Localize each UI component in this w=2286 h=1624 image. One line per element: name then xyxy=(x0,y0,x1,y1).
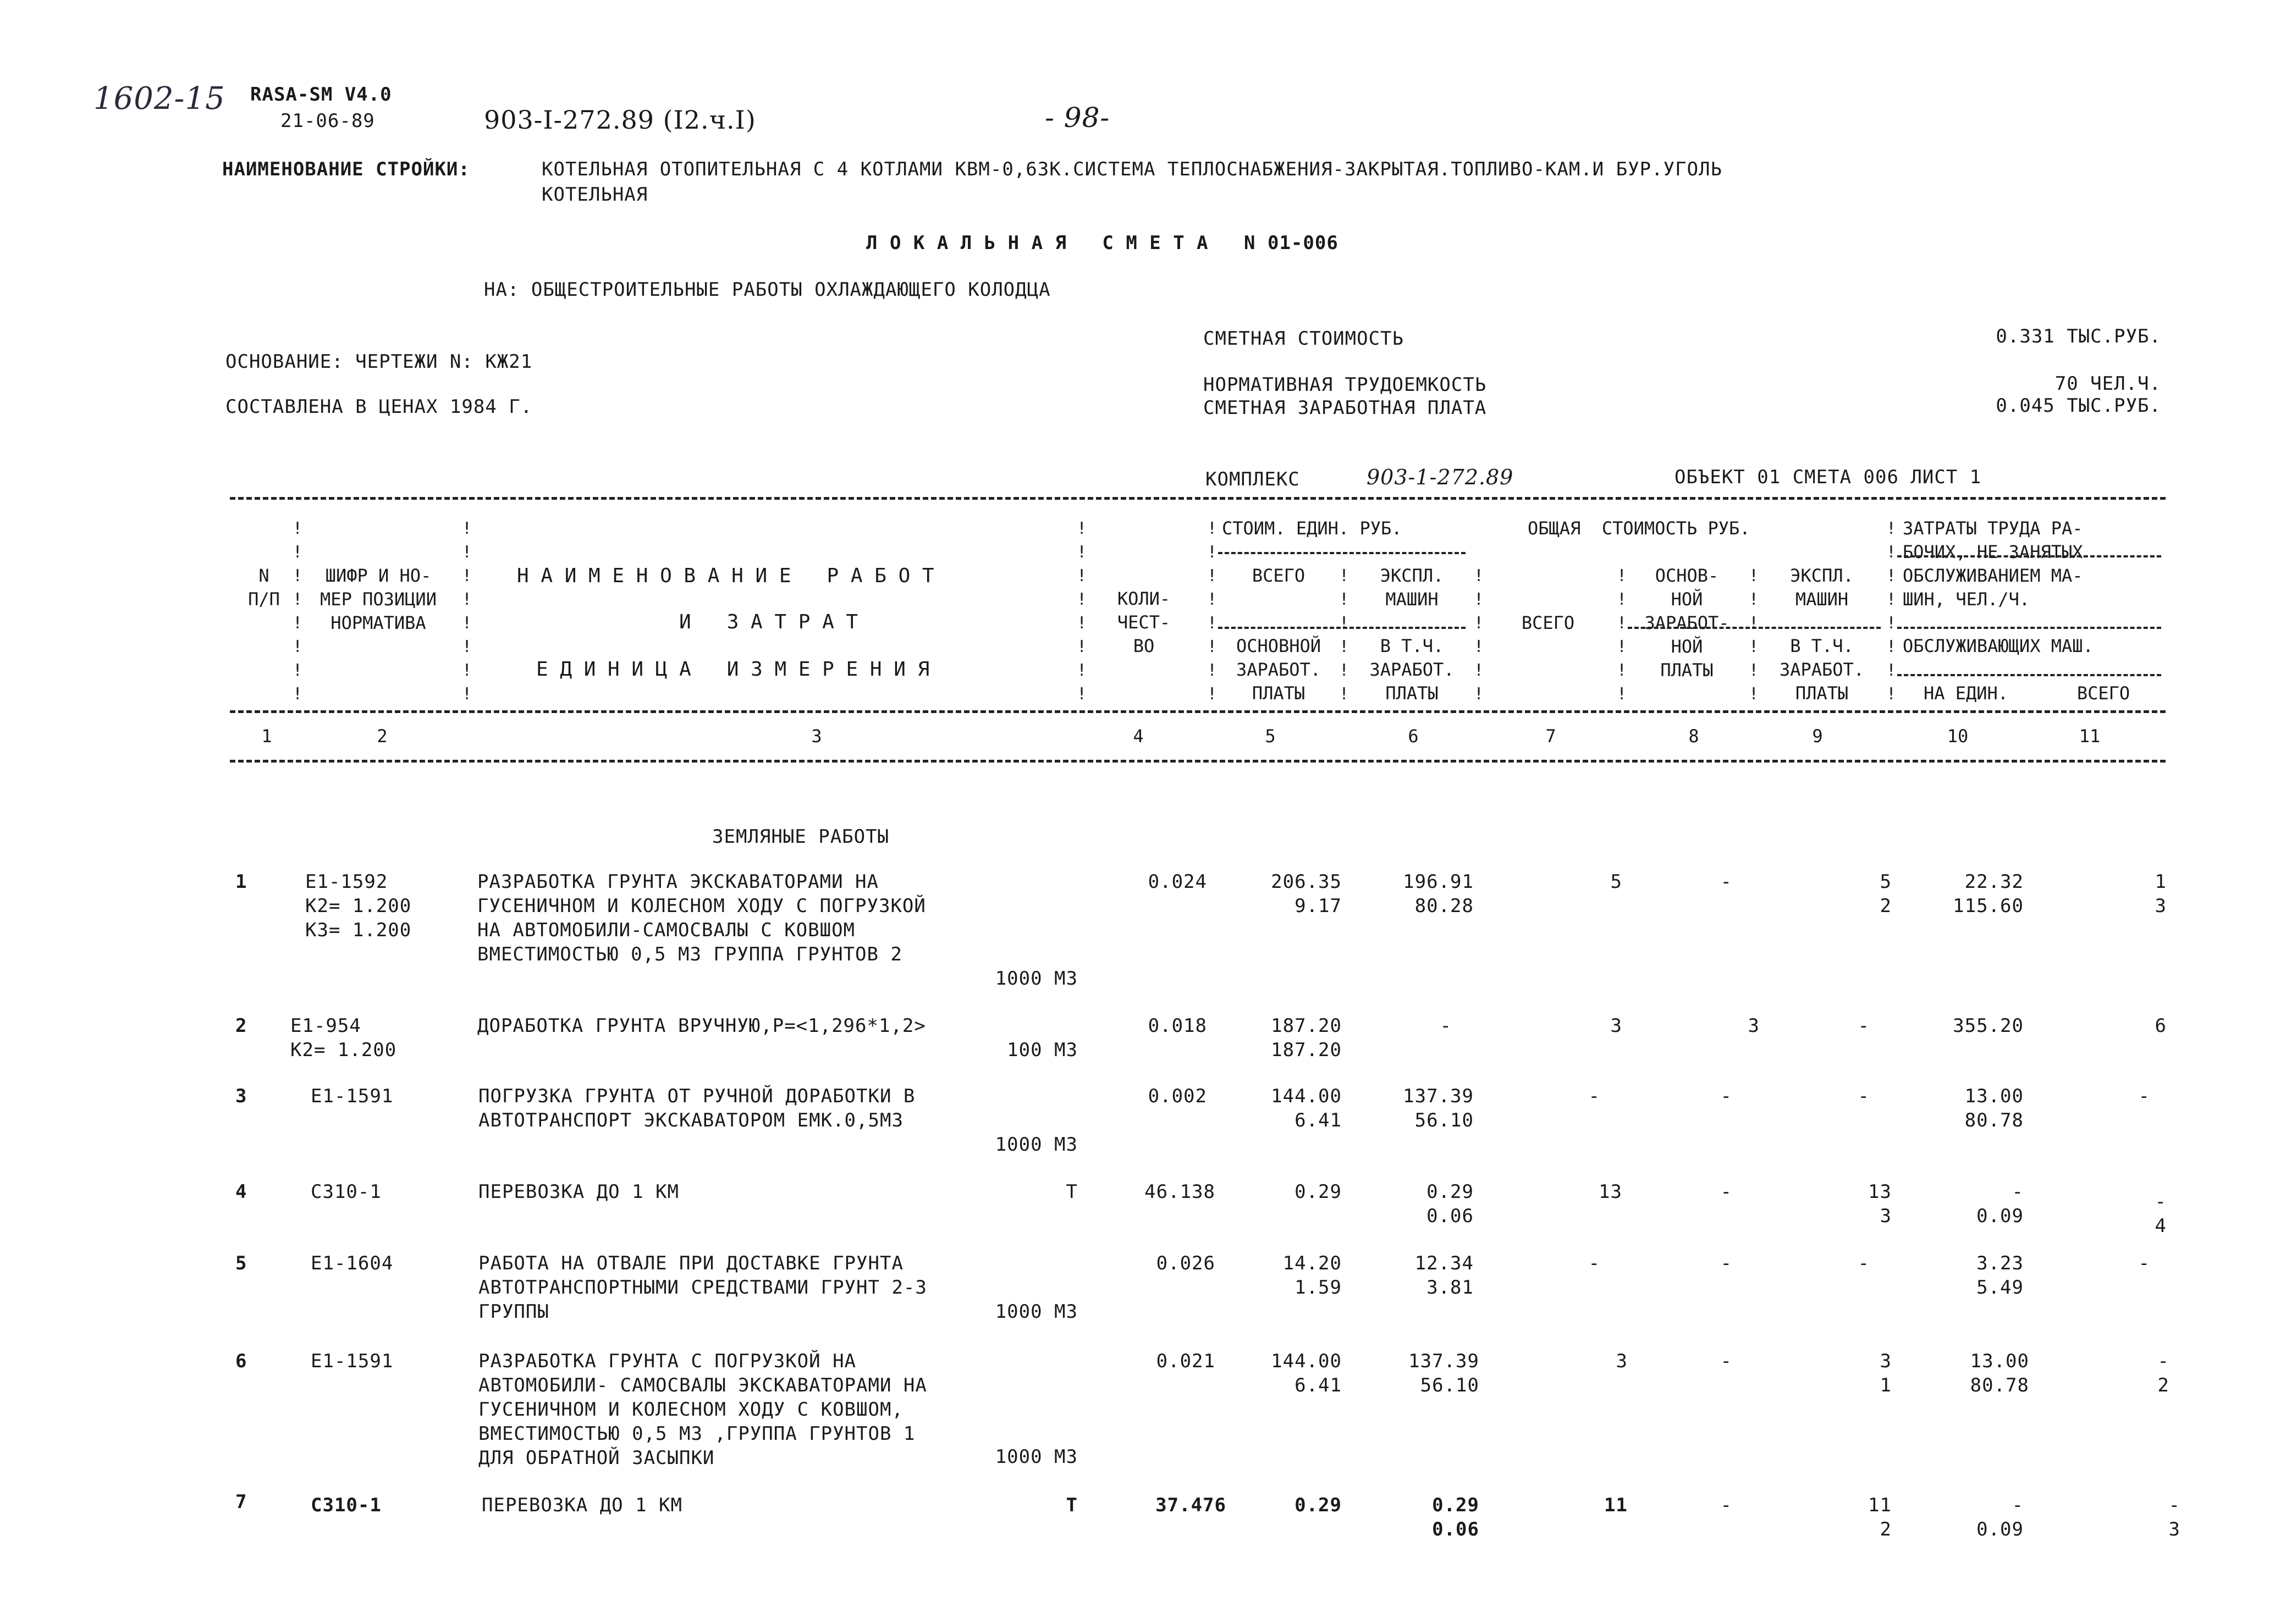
col-number: 1 xyxy=(261,726,272,747)
row-number: 7 xyxy=(235,1491,247,1513)
row-qty: 0.002 xyxy=(1148,1085,1207,1107)
header-top-rule xyxy=(230,497,2166,500)
col-number: 7 xyxy=(1545,726,1556,747)
row-total-wage: - xyxy=(1720,1494,1732,1516)
col-sep: ! ! ! ! ! ! ! ! xyxy=(1207,519,1218,704)
row-total: 5 xyxy=(1610,871,1622,893)
row-total: 13 xyxy=(1599,1181,1622,1203)
col-sep: ! ! ! ! ! ! xyxy=(1617,566,1627,704)
object-sheet: ОБЪЕКТ 01 СМЕТА 006 ЛИСТ 1 xyxy=(1674,466,1982,488)
col-sep: ! ! ! ! ! ! ! ! xyxy=(293,519,303,704)
row-code: С310-1 xyxy=(311,1181,382,1203)
row-qty: 0.021 xyxy=(1156,1350,1215,1372)
col-number: 4 xyxy=(1133,726,1144,747)
col1-header: N П/П xyxy=(248,565,280,610)
summary-wage-label: СМЕТНАЯ ЗАРАБОТНАЯ ПЛАТА xyxy=(1203,397,1487,419)
row-unit-machine: 0.29 0.06 xyxy=(1426,1181,1474,1227)
total-cost-group: ОБЩАЯ СТОИМОСТЬ РУБ. xyxy=(1528,518,1750,539)
row-total-machine: 5 2 xyxy=(1880,871,1892,917)
col-number: 10 xyxy=(1947,726,1969,747)
col-number: 3 xyxy=(811,726,822,747)
construction-name-1: КОТЕЛЬНАЯ ОТОПИТЕЛЬНАЯ С 4 КОТЛАМИ КВМ-0,63К.СИСТЕМА ТЕПЛОСНАБЖЕНИЯ-ЗАКРЫТАЯ.ТОПЛИВО-КАМ.И БУР.УГОЛЬ xyxy=(542,158,1722,180)
row-total: 3 xyxy=(1616,1350,1628,1372)
summary-labor-value: 70 ЧЕЛ.Ч. xyxy=(2054,373,2161,395)
col3-header-1: Н А И М Е Н О В А Н И Е Р А Б О Т xyxy=(517,565,934,587)
row-total-machine: - xyxy=(1858,1015,1870,1037)
col11-header: ВСЕГО xyxy=(2076,683,2130,704)
col7-header: ВСЕГО xyxy=(1521,612,1575,633)
col-number: 8 xyxy=(1688,726,1699,747)
row-name: ПЕРЕВОЗКА ДО 1 КМ xyxy=(482,1494,682,1516)
works-for: НА: ОБЩЕСТРОИТЕЛЬНЫЕ РАБОТЫ ОХЛАЖДАЮЩЕГО КОЛОДЦА xyxy=(484,279,1051,301)
summary-cost-value: 0.331 ТЫС.РУБ. xyxy=(1996,325,2161,347)
row-total: 3 xyxy=(1610,1015,1622,1037)
row-unit-machine: 12.34 3.81 xyxy=(1414,1252,1474,1299)
row-total-wage: - xyxy=(1720,1252,1732,1274)
row-code: Е1-1591 xyxy=(311,1350,394,1372)
row-labor-total: - 4 xyxy=(2155,1191,2167,1237)
complex-label: КОМПЛЕКС xyxy=(1205,468,1300,490)
row-unit-machine: 0.29 0.06 xyxy=(1432,1494,1479,1540)
handwritten-id: 1602-15 xyxy=(93,81,225,117)
col-number: 6 xyxy=(1408,726,1419,747)
row-unit-machine: 196.91 80.28 xyxy=(1403,871,1474,917)
row-labor-total: - xyxy=(2138,1085,2150,1107)
row-labor-total: 6 xyxy=(2155,1015,2167,1037)
row-qty: 0.024 xyxy=(1148,871,1207,893)
col-number: 2 xyxy=(377,726,388,747)
row-total-machine: 13 3 xyxy=(1868,1181,1892,1227)
col-sep: ! ! ! ! ! ! ! ! xyxy=(1077,519,1087,704)
col3-header-3: Е Д И Н И Ц А И З М Е Р Е Н И Я xyxy=(536,658,930,681)
col10-header: НА ЕДИН. xyxy=(1923,683,2009,704)
row-labor-unit: - 0.09 xyxy=(1976,1494,2024,1540)
row-unit-total: 144.00 6.41 xyxy=(1271,1350,1342,1396)
labor-group: ЗАТРАТЫ ТРУДА РА- БОЧИХ, НЕ ЗАНЯТЫХ ОБСЛУЖИВАНИЕМ МА- ШИН, ЧЕЛ./Ч. xyxy=(1903,518,2083,610)
row-labor-total: - 2 xyxy=(2157,1350,2169,1396)
row-qty: 0.018 xyxy=(1148,1015,1207,1037)
row-number: 5 xyxy=(235,1252,247,1274)
row-unit-total: 144.00 6.41 xyxy=(1271,1085,1342,1131)
col9-bottom: В Т.Ч. ЗАРАБОТ. ПЛАТЫ xyxy=(1779,636,1865,704)
row-number: 1 xyxy=(235,871,247,893)
row-total-machine: - xyxy=(1858,1252,1870,1274)
row-unit: 1000 М3 xyxy=(995,1446,1078,1468)
row-number: 2 xyxy=(235,1015,247,1037)
row-name: РАЗРАБОТКА ГРУНТА ЭКСКАВАТОРАМИ НА ГУСЕНИЧНОМ И КОЛЕСНОМ ХОДУ С ПОГРУЗКОЙ НА АВТОМОБИЛИ-САМОСВАЛЫ С КОВШОМ ВМЕСТИМОСТЬЮ 0,5 М3 ГРУППА ГРУНТОВ 2 xyxy=(477,871,926,965)
row-total-machine: - xyxy=(1858,1085,1870,1107)
basis: ОСНОВАНИЕ: ЧЕРТЕЖИ N: КЖ21 xyxy=(225,351,533,373)
construction-name-2: КОТЕЛЬНАЯ xyxy=(542,184,648,206)
unit-cost-group: СТОИМ. ЕДИН. РУБ. xyxy=(1222,518,1402,539)
summary-cost-label: СМЕТНАЯ СТОИМОСТЬ xyxy=(1203,328,1404,350)
col-sep: ! ! ! ! ! ! ! ! xyxy=(1886,519,1897,704)
header-inner-rule xyxy=(1897,627,2161,629)
col-sep: ! ! ! ! ! ! ! ! xyxy=(462,519,472,704)
col6-bottom: В Т.Ч. ЗАРАБОТ. ПЛАТЫ xyxy=(1369,636,1455,704)
row-unit-total: 187.20 187.20 xyxy=(1271,1015,1342,1061)
col9-top: ЭКСПЛ. МАШИН xyxy=(1790,565,1854,610)
header-inner-rule xyxy=(1897,555,2161,557)
row-code: Е1-1592 К2= 1.200 К3= 1.200 xyxy=(305,871,412,941)
row-name: РАБОТА НА ОТВАЛЕ ПРИ ДОСТАВКЕ ГРУНТА АВТОТРАНСПОРТНЫМИ СРЕДСТВАМИ ГРУНТ 2-3 ГРУППЫ xyxy=(478,1252,927,1323)
construction-label: НАИМЕНОВАНИЕ СТРОЙКИ: xyxy=(222,158,470,180)
row-total-wage: - xyxy=(1720,1181,1732,1203)
row-unit-machine: 137.39 56.10 xyxy=(1408,1350,1479,1396)
row-unit: Т xyxy=(1066,1494,1078,1516)
row-code: Е1-1591 xyxy=(311,1085,394,1107)
summary-wage-value: 0.045 ТЫС.РУБ. xyxy=(1996,395,2161,417)
row-name: ПОГРУЗКА ГРУНТА ОТ РУЧНОЙ ДОРАБОТКИ В АВТОТРАНСПОРТ ЭКСКАВАТОРОМ ЕМК.0,5М3 xyxy=(478,1085,916,1131)
page-number: - 98- xyxy=(1045,102,1110,134)
labor-group-2: ОБСЛУЖИВАЮЩИХ МАШ. xyxy=(1903,636,2094,656)
complex-value: 903-1-272.89 xyxy=(1367,465,1514,489)
row-total-machine: 3 1 xyxy=(1880,1350,1892,1396)
row-labor-unit: 3.23 5.49 xyxy=(1976,1252,2024,1299)
summary-labor-label: НОРМАТИВНАЯ ТРУДОЕМКОСТЬ xyxy=(1203,374,1487,396)
row-total-wage: - xyxy=(1720,871,1732,893)
row-total-machine: 11 2 xyxy=(1868,1494,1892,1540)
row-unit: 100 М3 xyxy=(1007,1039,1078,1061)
row-unit-machine: - xyxy=(1440,1015,1452,1037)
row-number: 4 xyxy=(235,1181,247,1203)
row-labor-unit: 22.32 115.60 xyxy=(1953,871,2024,917)
header-bottom-rule xyxy=(230,760,2166,763)
col-sep: ! ! ! ! ! ! xyxy=(1339,566,1349,704)
col-sep: ! ! ! ! ! ! xyxy=(1474,566,1484,704)
row-unit: Т xyxy=(1066,1181,1078,1203)
col5-top: ВСЕГО xyxy=(1252,565,1306,586)
row-labor-unit: 13.00 80.78 xyxy=(1964,1085,2024,1131)
row-total: - xyxy=(1588,1252,1600,1274)
row-unit: 1000 М3 xyxy=(995,968,1078,990)
row-labor-unit: 355.20 xyxy=(1953,1015,2024,1037)
col8-header: ОСНОВ- НОЙ ЗАРАБОТ- НОЙ ПЛАТЫ xyxy=(1644,565,1729,681)
col6-top: ЭКСПЛ. МАШИН xyxy=(1380,565,1444,610)
col-number: 9 xyxy=(1812,726,1823,747)
col2-header: ШИФР И НО- МЕР ПОЗИЦИИ НОРМАТИВА xyxy=(320,565,437,633)
row-code: С310-1 xyxy=(311,1494,382,1516)
col4-header: КОЛИ- ЧЕСТ- ВО xyxy=(1117,588,1171,656)
row-total: - xyxy=(1588,1085,1600,1107)
row-qty: 0.026 xyxy=(1156,1252,1215,1274)
prices-basis: СОСТАВЛЕНА В ЦЕНАХ 1984 Г. xyxy=(225,396,533,418)
row-qty: 46.138 xyxy=(1144,1181,1215,1203)
row-total-wage: 3 xyxy=(1748,1015,1760,1037)
col-sep: ! ! ! ! ! ! xyxy=(1749,566,1759,704)
row-labor-total: 1 3 xyxy=(2155,871,2167,917)
row-code: Е1-1604 xyxy=(311,1252,394,1274)
row-unit: 1000 М3 xyxy=(995,1301,1078,1323)
row-number: 3 xyxy=(235,1085,247,1107)
header-inner-rule xyxy=(1628,627,1881,629)
row-unit-machine: 137.39 56.10 xyxy=(1403,1085,1474,1131)
col5-bottom: ОСНОВНОЙ ЗАРАБОТ. ПЛАТЫ xyxy=(1236,636,1321,704)
print-date: 21-06-89 xyxy=(280,110,375,132)
row-total-wage: - xyxy=(1720,1350,1732,1372)
header-inner-rule xyxy=(1218,552,1466,554)
row-unit-total: 206.35 9.17 xyxy=(1271,871,1342,917)
section-title: ЗЕМЛЯНЫЕ РАБОТЫ xyxy=(712,826,890,848)
header-mid-rule xyxy=(230,710,2166,713)
row-labor-unit: - 0.09 xyxy=(1976,1181,2024,1227)
row-code: Е1-954 К2= 1.200 xyxy=(290,1015,397,1061)
row-unit-total: 0.29 xyxy=(1295,1494,1342,1516)
row-total-wage: - xyxy=(1720,1085,1732,1107)
row-name: РАЗРАБОТКА ГРУНТА С ПОГРУЗКОЙ НА АВТОМОБИЛИ- САМОСВАЛЫ ЭКСКАВАТОРАМИ НА ГУСЕНИЧНОМ И КОЛЕСНОМ ХОДУ С КОВШОМ, ВМЕСТИМОСТЬЮ 0,5 М3 ,ГРУППА ГРУНТОВ 1 ДЛЯ ОБРАТНОЙ ЗАСЫПКИ xyxy=(478,1350,927,1469)
row-unit-total: 0.29 xyxy=(1295,1181,1342,1203)
header-inner-rule xyxy=(1218,627,1466,629)
project-code: 903-I-272.89 (I2.ч.I) xyxy=(484,105,756,135)
doc-title: Л О К А Л Ь Н А Я С М Е Т А N 01-006 xyxy=(866,232,1338,254)
row-qty: 37.476 xyxy=(1155,1494,1226,1516)
row-unit-total: 14.20 1.59 xyxy=(1282,1252,1342,1299)
col-number: 5 xyxy=(1265,726,1276,747)
row-total: 11 xyxy=(1604,1494,1628,1516)
row-number: 6 xyxy=(235,1350,247,1372)
col-number: 11 xyxy=(2079,726,2101,747)
row-labor-total: - 3 xyxy=(2168,1494,2180,1540)
software-version: RASA-SM V4.0 xyxy=(250,84,392,106)
col3-header-2: И З А Т Р А Т xyxy=(679,611,858,633)
row-name: ПЕРЕВОЗКА ДО 1 КМ xyxy=(478,1181,679,1203)
header-inner-rule xyxy=(1897,674,2161,676)
row-labor-unit: 13.00 80.78 xyxy=(1970,1350,2029,1396)
row-unit: 1000 М3 xyxy=(995,1134,1078,1156)
row-name: ДОРАБОТКА ГРУНТА ВРУЧНУЮ,Р=<1,296*1,2> xyxy=(477,1015,926,1037)
row-labor-total: - xyxy=(2138,1252,2150,1274)
